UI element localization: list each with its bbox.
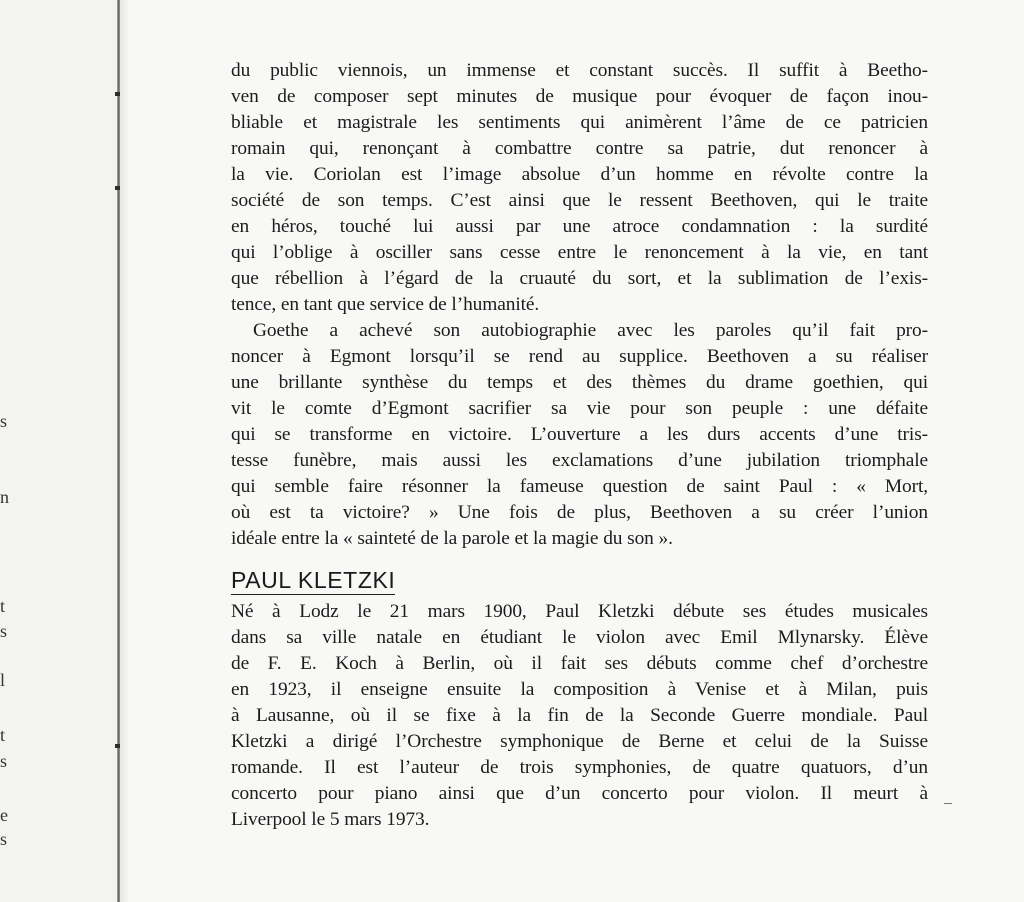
text-line: de F. E. Koch à Berlin, où il fait ses débuts comme chef d’orchestre — [231, 653, 928, 674]
left-page-fragment: n — [0, 488, 9, 506]
text-line: la vie. Coriolan est l’image absolue d’un homme en révolte contre la — [231, 164, 928, 185]
left-page-fragment: s — [0, 752, 8, 770]
text-line: que rébellion à l’égard de la cruauté du sort, et la sublimation de l’exis- — [231, 268, 928, 289]
left-page-fragment: t — [0, 597, 6, 615]
gutter-mark — [115, 186, 120, 190]
section-heading: PAUL KLETZKI — [231, 567, 396, 593]
text-line: concerto pour piano ainsi que d’un concerto pour violon. Il meurt à — [231, 783, 928, 804]
text-line: qui semble faire résonner la fameuse question de saint Paul : « Mort, — [231, 476, 928, 497]
paragraph-kletzki-bio — [231, 599, 928, 833]
text-line: qui l’oblige à osciller sans cesse entre le renoncement à la vie, en tant — [231, 242, 928, 263]
text-line: dans sa ville natale en étudiant le violon avec Emil Mlynarsky. Élève — [231, 627, 928, 648]
text-line: à Lausanne, où il se fixe à la fin de la Seconde Guerre mondiale. Paul — [231, 705, 928, 726]
text-line: en 1923, il enseigne ensuite la composition à Venise et à Milan, puis — [231, 679, 928, 700]
left-page-fragment: s — [0, 622, 8, 640]
text-line: bliable et magistrale les sentiments qui animèrent l’âme de ce patricien — [231, 112, 928, 133]
text-line: tence, en tant que service de l’humanité. — [231, 294, 540, 315]
left-facing-page — [0, 0, 118, 902]
text-line: romande. Il est l’auteur de trois symphonies, de quatre quatuors, d’un — [231, 757, 928, 778]
text-line: ven de composer sept minutes de musique pour évoquer de façon inou- — [231, 86, 928, 107]
text-line: romain qui, renonçant à combattre contre sa patrie, dut renoncer à — [231, 138, 928, 159]
left-page-fragment: l — [0, 671, 6, 689]
text-line: Liverpool le 5 mars 1973. — [231, 809, 430, 830]
text-line: une brillante synthèse du temps et des thèmes du drame goethien, qui — [231, 372, 928, 393]
gutter-mark — [115, 744, 120, 748]
left-page-fragment: s — [0, 412, 8, 430]
text-column — [231, 58, 928, 833]
text-line: qui se transforme en victoire. L’ouverture a les durs accents d’une tris- — [231, 424, 928, 445]
left-page-fragment: e — [0, 806, 8, 824]
paragraph-egmont — [231, 318, 928, 552]
gutter-shadow — [120, 0, 130, 902]
left-page-fragment: s — [0, 830, 8, 848]
text-line: vit le comte d’Egmont sacrifier sa vie pour son peuple : une défaite — [231, 398, 928, 419]
text-line: Kletzki a dirigé l’Orchestre symphonique de Berne et celui de la Suisse — [231, 731, 928, 752]
text-line: noncer à Egmont lorsqu’il se rend au supplice. Beethoven a su réaliser — [231, 346, 928, 367]
text-line: du public viennois, un immense et constant succès. Il suffit à Beetho- — [231, 60, 928, 81]
text-line: tesse funèbre, mais aussi les exclamations d’une jubilation triomphale — [231, 450, 928, 471]
left-page-fragment: t — [0, 726, 6, 744]
stray-mark — [944, 803, 952, 804]
paragraph-coriolan — [231, 58, 928, 318]
text-line: Goethe a achevé son autobiographie avec les paroles qu’il fait pro- — [253, 320, 928, 341]
text-line: Né à Lodz le 21 mars 1900, Paul Kletzki débute ses études musicales — [231, 601, 928, 622]
text-line: où est ta victoire? » Une fois de plus, Beethoven a su créer l’union — [231, 502, 928, 523]
text-line: idéale entre la « sainteté de la parole et la magie du son ». — [231, 528, 673, 549]
text-line: en héros, touché lui aussi par une atroce condamnation : la surdité — [231, 216, 928, 237]
gutter-mark — [115, 92, 120, 96]
text-line: société de son temps. C’est ainsi que le ressent Beethoven, qui le traite — [231, 190, 928, 211]
